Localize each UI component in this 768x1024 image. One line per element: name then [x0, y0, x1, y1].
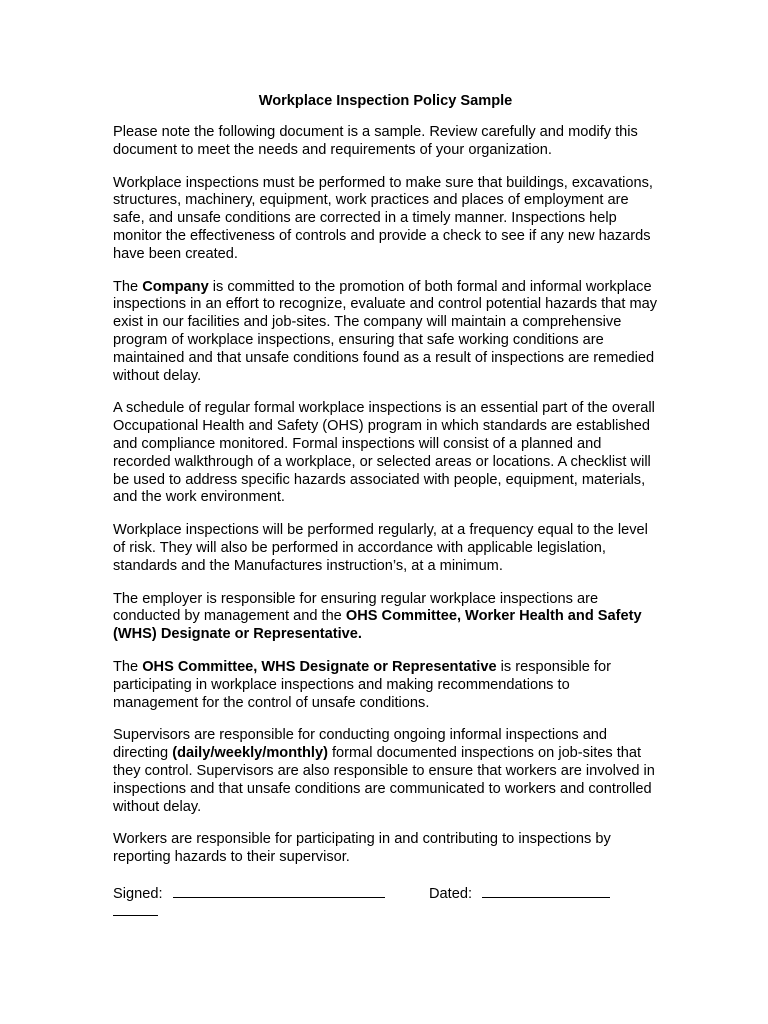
supervisor-responsibility-lead: Supervisors are responsible for conducting ongoing informal inspections and directing: [113, 727, 608, 762]
employer-responsibility-text: The employer is responsible for ensuring regular workplace inspections are conducted by management and the: [113, 590, 599, 625]
dated-label: Dated:: [429, 885, 472, 902]
company-commitment-lead: The: [113, 278, 143, 295]
dated-field: [429, 882, 610, 904]
company-term: Company: [142, 278, 209, 295]
signature-row: [113, 882, 658, 902]
worker-responsibility-paragraph: Workers are responsible for participating in and contributing to inspections by reporting hazards to their supervisor.: [113, 831, 611, 866]
dated-line-continuation: [113, 901, 158, 916]
company-commitment-paragraph: [113, 279, 658, 386]
document-title: Workplace Inspection Policy Sample: [258, 93, 513, 109]
purpose-paragraph: Workplace inspections must be performed to make sure that buildings, excavations, structures, machinery, equipment, work practices and places of employment are safe, and unsafe conditions are corrected in a timely manner. Inspections help monitor the effectiveness of controls and provide a check to see if any new hazards have been created.: [113, 174, 653, 262]
ohs-committee-term: OHS Committee, Worker Health and Safety (WHS) Designate or Representative.: [113, 608, 642, 643]
signed-line[interactable]: [173, 882, 385, 898]
formal-inspections-paragraph: A schedule of regular formal workplace inspections is an essential part of the overall Occupational Health and Safety (OHS) program in which standards are established and compliance monitored. Formal inspections will consist of a planned and recorded walkthrough of a workplace, or selected areas or locations. A checklist will be used to address specific hazards associated with people, equipment, materials, and the work environment.: [113, 400, 655, 506]
committee-responsibility-body: is responsible for participating in workplace inspections and making recommendations to management for the control of unsafe conditions.: [113, 658, 611, 711]
document-page: [113, 92, 658, 902]
committee-responsibility-lead: The: [113, 658, 143, 675]
dated-line[interactable]: [482, 882, 610, 898]
frequency-term: (daily/weekly/monthly): [172, 745, 328, 762]
sample-note-paragraph: Please note the following document is a sample. Review carefully and modify this document to meet the needs and requirements of your organization.: [113, 124, 638, 158]
committee-responsibility-paragraph: [113, 659, 658, 712]
signed-label: Signed:: [113, 885, 163, 902]
frequency-paragraph: Workplace inspections will be performed regularly, at a frequency equal to the level of risk. They will also be performed in accordance with applicable legislation, standards and the Manufactures instruction’s, at a minimum.: [113, 522, 648, 574]
employer-responsibility-paragraph: [113, 591, 658, 644]
supervisor-responsibility-paragraph: [113, 727, 658, 816]
supervisor-responsibility-body: formal documented inspections on job-sites that they control. Supervisors are also responsible to ensure that workers are involved in inspections and that unsafe conditions are communicated to workers and controlled without delay.: [113, 745, 655, 815]
committee-term: OHS Committee, WHS Designate or Representative: [142, 658, 497, 675]
company-commitment-body: is committed to the promotion of both formal and informal workplace inspections in an effort to recognize, evaluate and control potential hazards that may exist in our facilities and job-sites. The company will maintain a comprehensive program of workplace inspections, ensuring that safe working conditions are maintained and that unsafe conditions found as a result of inspections are remedied without delay.: [113, 278, 658, 384]
